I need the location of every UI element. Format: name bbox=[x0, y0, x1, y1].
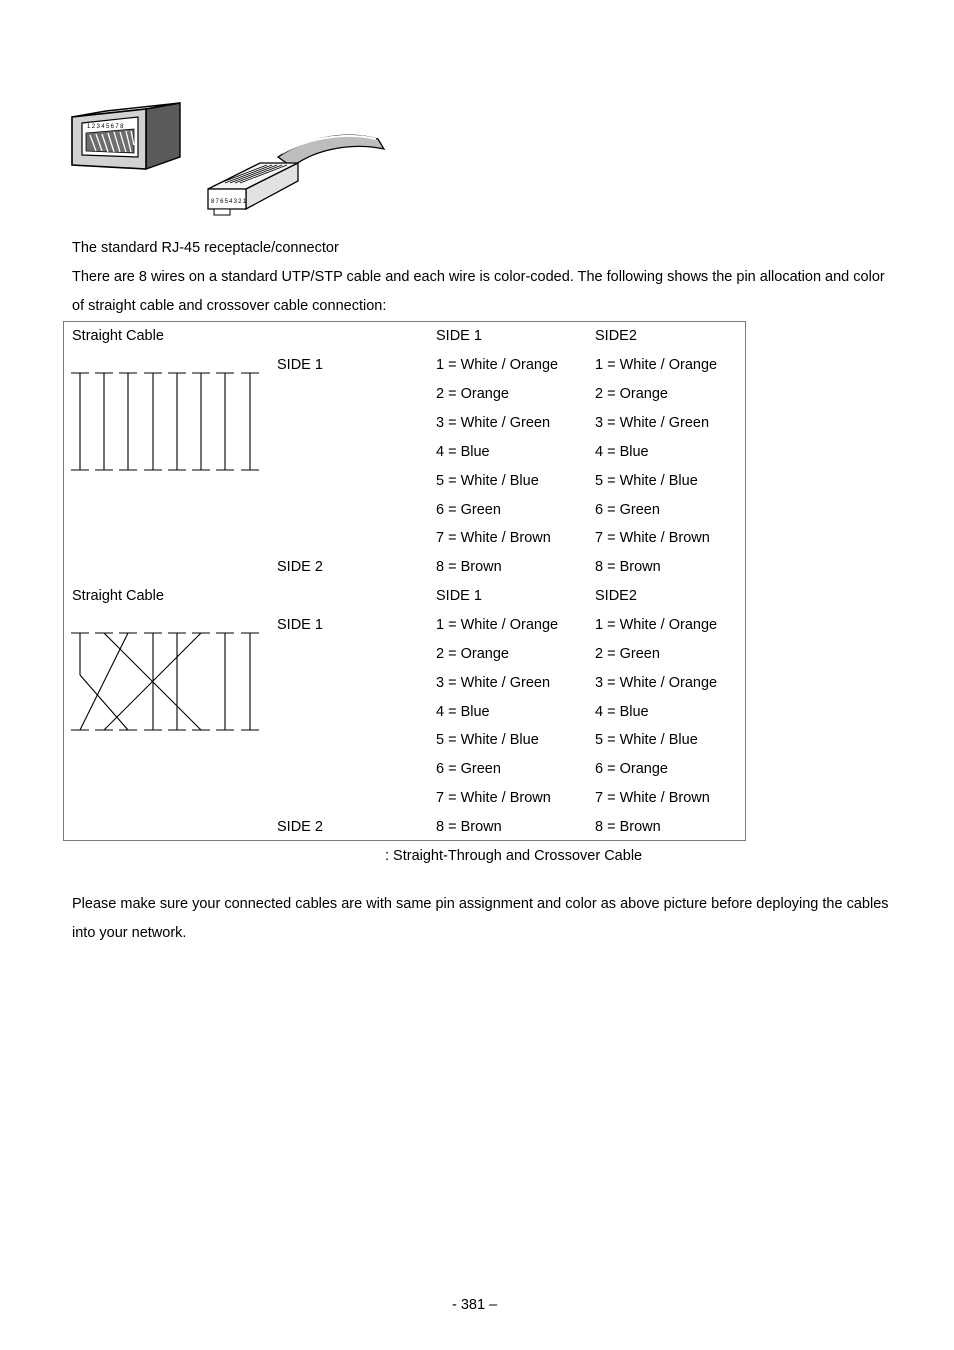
crossover-side1-pin-5: 5 = White / Blue bbox=[436, 732, 539, 748]
receptacle-caption: The standard RJ-45 receptacle/connector bbox=[72, 240, 339, 256]
pin-assignment-table bbox=[63, 321, 746, 841]
plug-pin-numbers: 87654321 bbox=[211, 199, 248, 205]
crossover-side2-header: SIDE2 bbox=[595, 588, 637, 604]
straight-side2-header: SIDE2 bbox=[595, 328, 637, 344]
straight-side2-pin-3: 3 = White / Green bbox=[595, 415, 710, 431]
intro-paragraph-line-2: of straight cable and crossover cable connection: bbox=[72, 298, 387, 314]
crossover-cable-title: Straight Cable bbox=[72, 588, 164, 604]
crossover-side1-pin-6: 6 = Green bbox=[436, 761, 501, 777]
straight-side1-header: SIDE 1 bbox=[436, 328, 482, 344]
straight-side2-pin-7: 7 = White / Brown bbox=[595, 530, 710, 546]
straight-side2-pin-2: 2 = Orange bbox=[595, 386, 668, 402]
straight-side1-pin-2: 2 = Orange bbox=[436, 386, 509, 402]
note-line-1: Please make sure your connected cables are with same pin assignment and color as above picture before deploying the cables bbox=[72, 896, 889, 912]
crossover-wiring-diagram bbox=[71, 630, 263, 734]
crossover-side2-pin-6: 6 = Orange bbox=[595, 761, 668, 777]
straight-side2-pin-6: 6 = Green bbox=[595, 502, 660, 518]
straight-side1-pin-1: 1 = White / Orange bbox=[436, 357, 559, 373]
rj45-plug-icon bbox=[208, 135, 384, 215]
crossover-side1-pin-8: 8 = Brown bbox=[436, 819, 502, 835]
straight-side1-pin-3: 3 = White / Green bbox=[436, 415, 551, 431]
straight-cable-title: Straight Cable bbox=[72, 328, 164, 344]
straight-side2-label: SIDE 2 bbox=[277, 559, 323, 575]
crossover-side2-pin-3: 3 = White / Orange bbox=[595, 675, 718, 691]
rj45-receptacle-icon bbox=[72, 103, 180, 169]
crossover-side2-pin-8: 8 = Brown bbox=[595, 819, 661, 835]
note-line-2: into your network. bbox=[72, 925, 187, 941]
crossover-side1-pin-4: 4 = Blue bbox=[436, 704, 490, 720]
rj45-connector-illustration bbox=[60, 95, 400, 225]
receptacle-pin-numbers: 12345678 bbox=[87, 124, 125, 130]
crossover-side2-label: SIDE 2 bbox=[277, 819, 323, 835]
straight-side2-pin-4: 4 = Blue bbox=[595, 444, 649, 460]
crossover-side1-header: SIDE 1 bbox=[436, 588, 482, 604]
straight-side2-pin-1: 1 = White / Orange bbox=[595, 357, 718, 373]
straight-side1-pin-5: 5 = White / Blue bbox=[436, 473, 539, 489]
crossover-side1-label: SIDE 1 bbox=[277, 617, 323, 633]
page-number: - 381 – bbox=[452, 1297, 498, 1313]
straight-side2-pin-8: 8 = Brown bbox=[595, 559, 661, 575]
crossover-side2-pin-5: 5 = White / Blue bbox=[595, 732, 698, 748]
intro-paragraph-line-1: There are 8 wires on a standard UTP/STP cable and each wire is color-coded. The following shows the pin allocation and color bbox=[72, 269, 885, 285]
crossover-side1-pin-2: 2 = Orange bbox=[436, 646, 509, 662]
straight-side2-pin-5: 5 = White / Blue bbox=[595, 473, 698, 489]
straight-side1-pin-7: 7 = White / Brown bbox=[436, 530, 551, 546]
straight-side1-pin-6: 6 = Green bbox=[436, 502, 501, 518]
crossover-side2-pin-1: 1 = White / Orange bbox=[595, 617, 718, 633]
straight-side1-pin-4: 4 = Blue bbox=[436, 444, 490, 460]
crossover-side1-pin-3: 3 = White / Green bbox=[436, 675, 551, 691]
crossover-side2-pin-7: 7 = White / Brown bbox=[595, 790, 710, 806]
crossover-side2-pin-2: 2 = Green bbox=[595, 646, 660, 662]
straight-wiring-diagram bbox=[71, 370, 263, 474]
crossover-side2-pin-4: 4 = Blue bbox=[595, 704, 649, 720]
straight-side1-label: SIDE 1 bbox=[277, 357, 323, 373]
crossover-side1-pin-1: 1 = White / Orange bbox=[436, 617, 559, 633]
straight-side1-pin-8: 8 = Brown bbox=[436, 559, 502, 575]
crossover-side1-pin-7: 7 = White / Brown bbox=[436, 790, 551, 806]
table-caption: : Straight-Through and Crossover Cable bbox=[385, 848, 643, 864]
